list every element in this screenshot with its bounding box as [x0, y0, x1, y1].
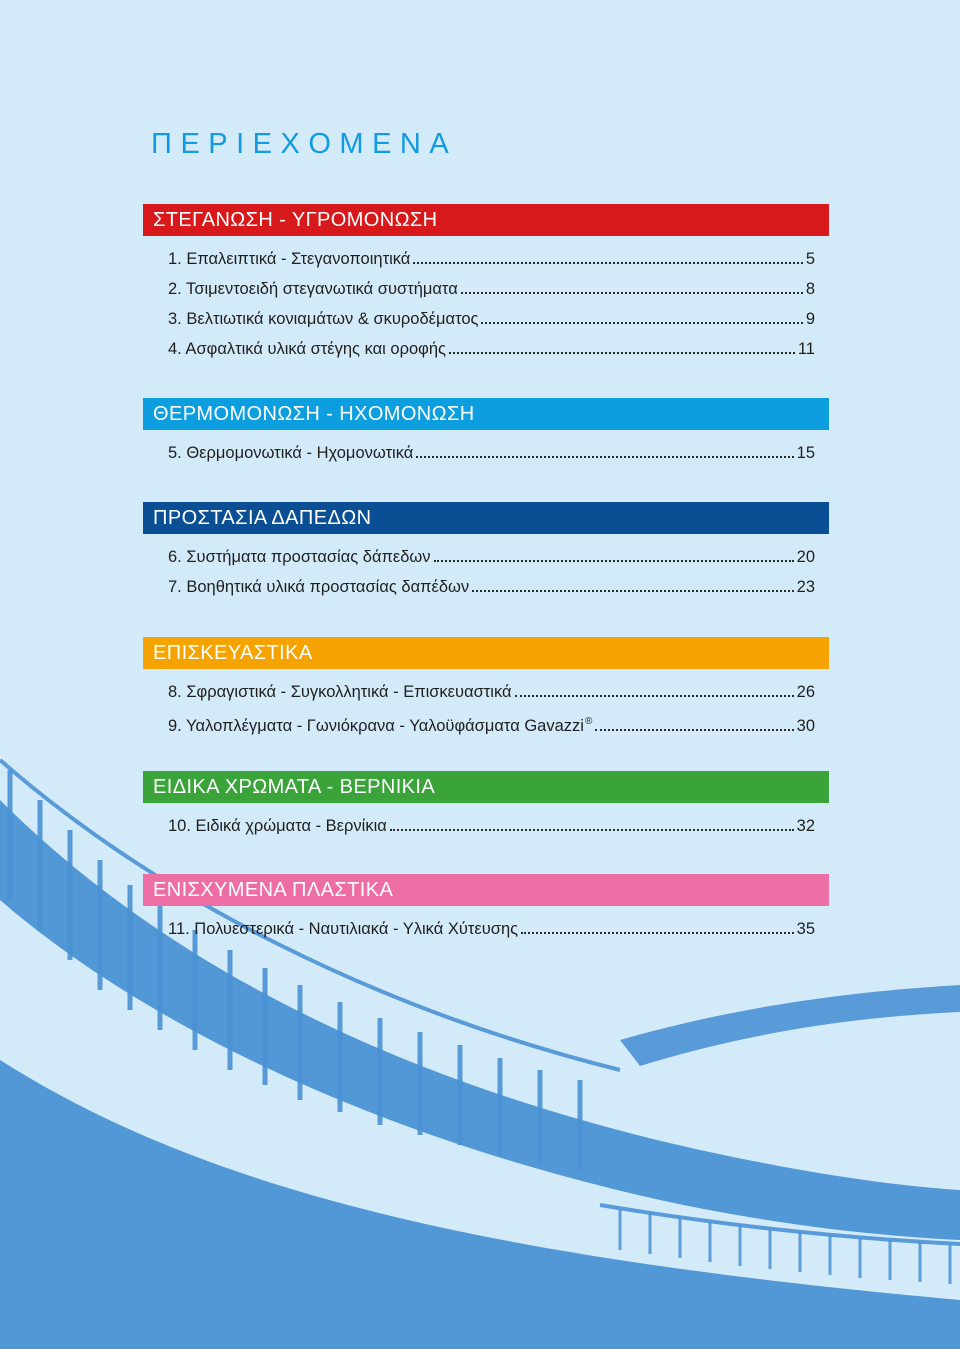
section-heading: ΕΝΙΣΧΥΜΕΝΑ ΠΛΑΣΤΙΚΑ	[143, 874, 829, 906]
toc-entry-list	[143, 677, 829, 737]
section-heading: ΕΠΙΣΚΕΥΑΣΤΙΚΑ	[143, 637, 829, 669]
section-heading: ΠΡΟΣΤΑΣΙΑ ΔΑΠΕΔΩΝ	[143, 502, 829, 534]
dot-leader	[434, 560, 794, 562]
toc-page-number: 15	[796, 444, 815, 462]
toc-page-number: 35	[796, 920, 815, 938]
toc-entry[interactable]	[143, 334, 829, 364]
toc-page-number: 8	[805, 280, 815, 298]
dot-leader	[481, 322, 802, 324]
toc-section	[143, 637, 829, 737]
dot-leader	[413, 262, 802, 264]
dot-leader	[521, 932, 794, 934]
toc-page-number: 26	[796, 683, 815, 701]
toc-entry-label: 5. Θερμομονωτικά - Ηχομονωτικά	[168, 444, 414, 462]
toc-entry-list	[143, 244, 829, 364]
registered-mark: ®	[584, 716, 593, 727]
section-heading: ΣΤΕΓΑΝΩΣΗ - ΥΓΡΟΜΟΝΩΣΗ	[143, 204, 829, 236]
toc-page-number: 11	[797, 340, 815, 358]
toc-section	[143, 398, 829, 468]
page-title: ΠΕΡΙΕΧΟΜΕΝΑ	[151, 128, 458, 160]
dot-leader	[390, 829, 794, 831]
toc-entry-label: 11. Πολυεστερικά - Ναυτιλιακά - Υλικά Χύτευσης	[168, 920, 519, 938]
toc-page-number: 20	[796, 548, 815, 566]
toc-entry-label: 8. Σφραγιστικά - Συγκολλητικά - Επισκευαστικά	[168, 683, 512, 701]
toc-entry[interactable]	[143, 304, 829, 334]
toc-page-number: 32	[796, 817, 815, 835]
toc-entry-list	[143, 811, 829, 841]
toc-entry[interactable]	[143, 707, 829, 737]
dot-leader	[515, 695, 794, 697]
dot-leader	[472, 590, 793, 592]
toc-entry[interactable]	[143, 677, 829, 707]
toc-page-number: 9	[805, 310, 815, 328]
toc-entry-label: 7. Βοηθητικά υλικά προστασίας δαπέδων	[168, 578, 470, 596]
toc-section	[143, 204, 829, 364]
toc-entry-list	[143, 438, 829, 468]
toc-entry-label: 2. Τσιμεντοειδή στεγανωτικά συστήματα	[168, 280, 458, 298]
toc-entry[interactable]	[143, 811, 829, 841]
toc-page-number: 5	[805, 250, 815, 268]
toc-entry-list	[143, 542, 829, 602]
toc-entry[interactable]	[143, 914, 829, 944]
toc-entry[interactable]	[143, 244, 829, 274]
toc-page-number: 30	[796, 717, 815, 735]
toc-section	[143, 502, 829, 602]
toc-page-number: 23	[796, 578, 815, 596]
toc-entry-label: 9. Υαλοπλέγματα - Γωνιόκρανα - Υαλοϋφάσματα Gavazzi®	[168, 716, 593, 735]
toc-section	[143, 874, 829, 944]
toc-entry[interactable]	[143, 274, 829, 304]
toc-entry[interactable]	[143, 572, 829, 602]
toc-entry[interactable]	[143, 542, 829, 572]
dot-leader	[449, 352, 795, 354]
toc-section	[143, 771, 829, 841]
toc-entry-label: 3. Βελτιωτικά κονιαμάτων & σκυροδέματος	[168, 310, 479, 328]
toc-entry-list	[143, 914, 829, 944]
toc-entry-label: 6. Συστήματα προστασίας δάπεδων	[168, 548, 431, 566]
toc-entry-label: 10. Ειδικά χρώματα - Βερνίκια	[168, 817, 387, 835]
dot-leader	[461, 292, 803, 294]
dot-leader	[595, 729, 793, 731]
toc-entry[interactable]	[143, 438, 829, 468]
toc-entry-label: 1. Επαλειπτικά - Στεγανοποιητικά	[168, 250, 411, 268]
section-heading: ΘΕΡΜΟΜΟΝΩΣΗ - ΗΧΟΜΟΝΩΣΗ	[143, 398, 829, 430]
dot-leader	[416, 456, 793, 458]
toc-entry-label: 4. Ασφαλτικά υλικά στέγης και οροφής	[168, 340, 447, 358]
section-heading: ΕΙΔΙΚΑ ΧΡΩΜΑΤΑ - ΒΕΡΝΙΚΙΑ	[143, 771, 829, 803]
